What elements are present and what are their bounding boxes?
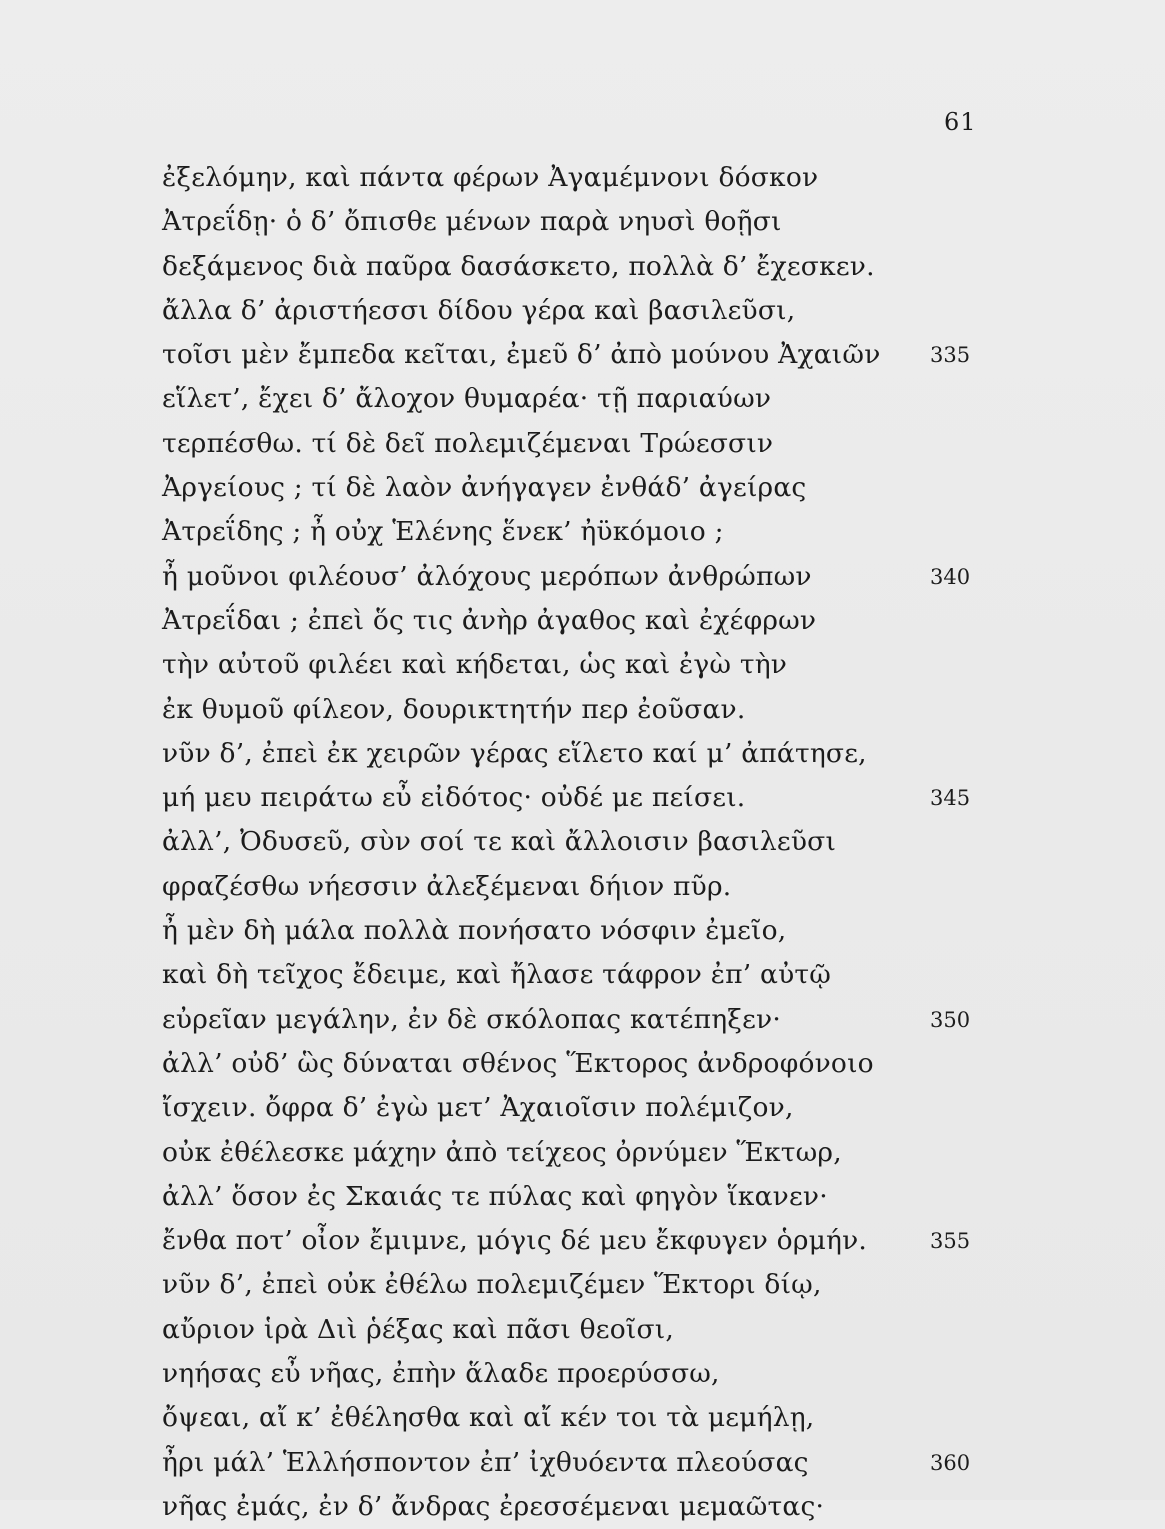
verse-line	[0, 289, 1165, 333]
verse-line	[0, 510, 1165, 554]
verse-text: νηήσας εὖ νῆας, ἐπὴν ἅλαδε προερύσσω,	[162, 1358, 720, 1390]
verse-line	[0, 1042, 1165, 1086]
verse-text: νῦν δ’, ἐπεὶ ἐκ χειρῶν γέρας εἵλετο καί μ’ ἀπάτησε,	[162, 737, 867, 769]
verse-text: ἦ μοῦνοι φιλέουσ’ ἀλόχους μερόπων ἀνθρώπων	[162, 560, 812, 592]
verse-line	[0, 1485, 1165, 1529]
verse-text: μή μευ πειράτω εὖ εἰδότος· οὐδέ με πείσει.	[162, 782, 746, 814]
verse-text: ἀλλ’, Ὀδυσεῦ, σὺν σοί τε καὶ ἄλλοισιν βασιλεῦσι	[162, 826, 837, 858]
verse-line	[0, 643, 1165, 687]
line-number: 345	[930, 786, 971, 811]
verse-line	[0, 1352, 1165, 1396]
verse-text: ἦρι μάλ’ Ἑλλήσποντον ἐπ’ ἰχθυόεντα πλεούσας	[162, 1446, 809, 1478]
verse-text: ὄψεαι, αἴ κ’ ἐθέλησθα καὶ αἴ κέν τοι τὰ μεμήλῃ,	[162, 1402, 815, 1434]
verse-line	[0, 422, 1165, 466]
verse-text: οὐκ ἐθέλεσκε μάχην ἀπὸ τείχεος ὀρνύμεν Ἕκτωρ,	[162, 1136, 842, 1168]
line-number: 360	[930, 1450, 971, 1475]
verse-line	[0, 732, 1165, 776]
line-number: 335	[930, 343, 971, 368]
verse-text: ἀλλ’ ὅσον ἐς Σκαιάς τε πύλας καὶ φηγὸν ἵκανεν·	[162, 1180, 828, 1212]
line-number: 350	[930, 1007, 971, 1032]
verse-line	[0, 156, 1165, 200]
verse-text: ἦ μὲν δὴ μάλα πολλὰ πονήσατο νόσφιν ἐμεῖο,	[162, 915, 787, 947]
verse-text: ἴσχειν. ὄφρα δ’ ἐγὼ μετ’ Ἀχαιοῖσιν πολέμιζον,	[162, 1092, 794, 1124]
verse-line	[0, 599, 1165, 643]
verse-text: ἄλλα δ’ ἀριστήεσσι δίδου γέρα καὶ βασιλεῦσι,	[162, 294, 796, 326]
verse-line	[0, 998, 1165, 1042]
verse-line	[0, 1441, 1165, 1485]
verse-line	[0, 1175, 1165, 1219]
verse-line	[0, 1263, 1165, 1307]
verse-line	[0, 1396, 1165, 1440]
verse-text: Ἀτρεΐδης ; ἦ οὐχ Ἑλένης ἕνεκ’ ἠϋκόμοιο ;	[162, 516, 724, 548]
verse-line	[0, 466, 1165, 510]
verse-line	[0, 555, 1165, 599]
line-number: 340	[930, 564, 971, 589]
verse-block	[0, 156, 1165, 1529]
verse-line	[0, 377, 1165, 421]
verse-line	[0, 1308, 1165, 1352]
verse-line	[0, 909, 1165, 953]
verse-text: ἐξελόμην, καὶ πάντα φέρων Ἀγαμέμνονι δόσκον	[162, 162, 819, 193]
line-number: 355	[930, 1229, 971, 1254]
verse-line	[0, 333, 1165, 377]
verse-text: ἀλλ’ οὐδ’ ὣς δύναται σθένος Ἕκτορος ἀνδροφόνοιο	[162, 1047, 874, 1079]
verse-line	[0, 245, 1165, 289]
verse-line	[0, 1219, 1165, 1263]
verse-line	[0, 820, 1165, 864]
verse-line	[0, 1131, 1165, 1175]
verse-text: εὐρεῖαν μεγάλην, ἐν δὲ σκόλοπας κατέπηξεν·	[162, 1003, 781, 1035]
verse-text: Ἀργείους ; τί δὲ λαὸν ἀνήγαγεν ἐνθάδ’ ἀγείρας	[162, 472, 807, 504]
page-number: 61	[944, 108, 977, 136]
verse-line	[0, 688, 1165, 732]
verse-text: καὶ δὴ τεῖχος ἔδειμε, καὶ ἤλασε τάφρον ἐπ’ αὐτῷ	[162, 959, 832, 991]
verse-text: φραζέσθω νήεσσιν ἀλεξέμεναι δήιον πῦρ.	[162, 870, 732, 902]
verse-text: ἔνθα ποτ’ οἶον ἔμιμνε, μόγις δέ μευ ἔκφυγεν ὁρμήν.	[162, 1225, 868, 1257]
verse-text: ἐκ θυμοῦ φίλεον, δουρικτητήν περ ἐοῦσαν.	[162, 693, 746, 725]
verse-text: αὔριον ἱρὰ Διὶ ῥέξας καὶ πᾶσι θεοῖσι,	[162, 1313, 674, 1345]
verse-text: τὴν αὐτοῦ φιλέει καὶ κήδεται, ὡς καὶ ἐγὼ τὴν	[162, 649, 788, 681]
verse-text: νῦν δ’, ἐπεὶ οὐκ ἐθέλω πολεμιζέμεν Ἕκτορι δίῳ,	[162, 1269, 822, 1301]
verse-line	[0, 200, 1165, 244]
verse-line	[0, 953, 1165, 997]
verse-text: Ἀτρεΐδῃ· ὁ δ’ ὄπισθε μένων παρὰ νηυσὶ θοῇσι	[162, 206, 782, 238]
verse-text: Ἀτρεΐδαι ; ἐπεὶ ὅς τις ἀνὴρ ἀγαθος καὶ ἐχέφρων	[162, 604, 817, 636]
verse-text: εἵλετ’, ἔχει δ’ ἄλοχον θυμαρέα· τῇ παριαύων	[162, 383, 772, 415]
verse-text: τοῖσι μὲν ἔμπεδα κεῖται, ἐμεῦ δ’ ἀπὸ μούνου Ἀχαιῶν	[162, 339, 881, 371]
verse-line	[0, 776, 1165, 820]
verse-text: δεξάμενος διὰ παῦρα δασάσκετο, πολλὰ δ’ ἔχεσκεν.	[162, 250, 875, 282]
verse-line	[0, 865, 1165, 909]
verse-line	[0, 1086, 1165, 1130]
verse-text: τερπέσθω. τί δὲ δεῖ πολεμιζέμεναι Τρώεσσιν	[162, 427, 774, 459]
verse-text: νῆας ἐμάς, ἐν δ’ ἄνδρας ἐρεσσέμεναι μεμαῶτας·	[162, 1490, 825, 1522]
